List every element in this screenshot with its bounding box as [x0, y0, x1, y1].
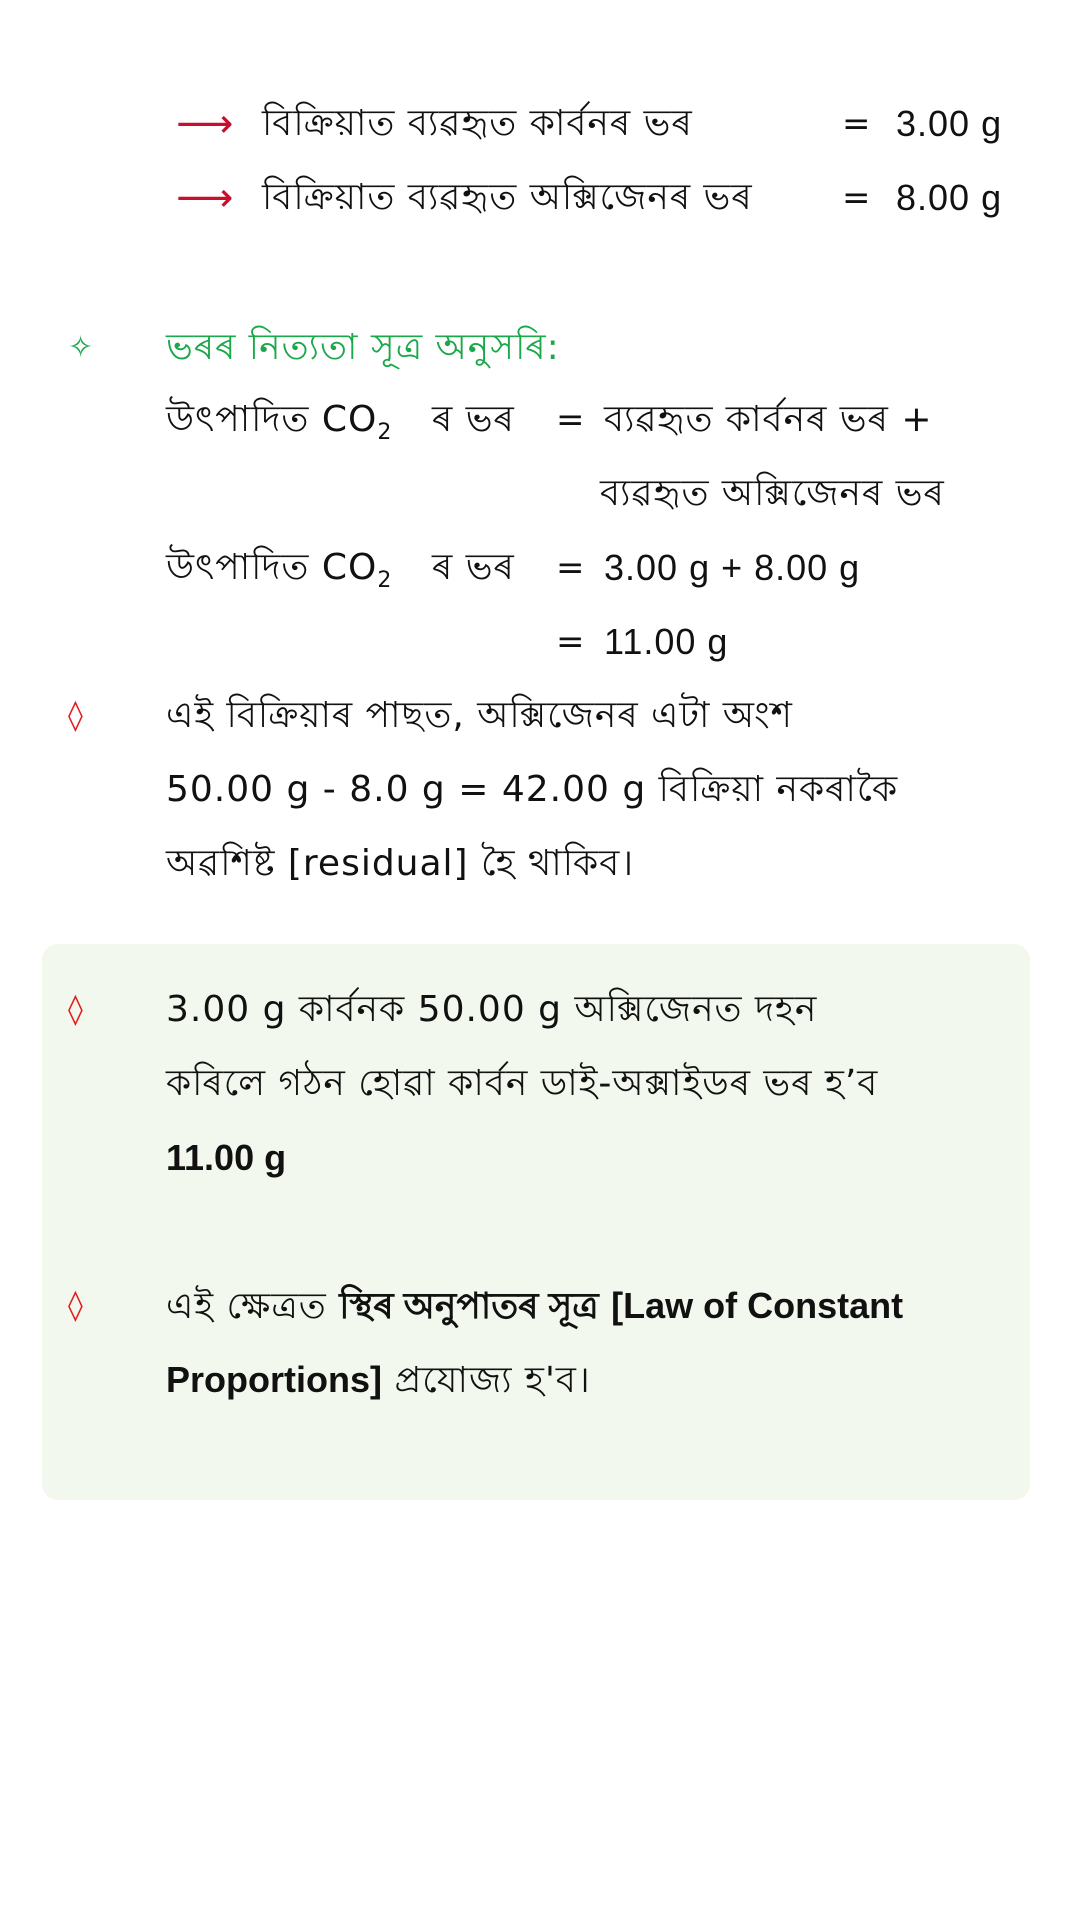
- summary-item1-line1: 3.00 g কাৰ্বনক 50.00 g অক্সিজেনত দহন: [166, 989, 818, 1030]
- step-2-value: 8.00 g: [896, 177, 1003, 218]
- law-line3-right: 3.00 g + 8.00 g: [604, 547, 861, 588]
- diamond-icon: ◊: [68, 1288, 83, 1323]
- residual-line2: 50.00 g - 8.0 g = 42.00 g বিক্ৰিয়া নকৰাকৈ: [166, 769, 899, 810]
- law-heading: ভৰৰ নিত্যতা সূত্ৰ অনুসৰি:: [166, 327, 560, 368]
- step-2-label: বিক্ৰিয়াত ব্যৱহৃত অক্সিজেনৰ ভৰ: [262, 177, 753, 218]
- summary-item1-line2: কৰিলে গঠন হোৱা কাৰ্বন ডাই-অক্সাইডৰ ভৰ হ’ব: [166, 1063, 879, 1104]
- law-name-english-end: Proportions]: [166, 1359, 382, 1400]
- law-line3-left: উৎপাদিত $CO_2$: [166, 547, 393, 593]
- arrow-icon: ⟶: [176, 101, 234, 147]
- step-2-equals: =: [842, 178, 871, 218]
- law-line4-right: 11.00 g: [604, 621, 729, 662]
- residual-line3: অৱশিষ্ট [residual] হৈ থাকিব।: [166, 843, 635, 884]
- summary-item1-result: 11.00 g: [166, 1137, 287, 1178]
- law-line3-equals: =: [556, 548, 585, 588]
- summary-item2-rest: প্ৰযোজ্য হ'ব।: [394, 1360, 591, 1401]
- residual-line1: এই বিক্ৰিয়াৰ পাছত, অক্সিজেনৰ এটা অংশ: [166, 695, 793, 736]
- law-line2-right: ব্যৱহৃত অক্সিজেনৰ ভৰ: [600, 473, 945, 514]
- step-1-equals: =: [842, 104, 871, 144]
- law-line1-equals: =: [556, 400, 585, 440]
- law-name-english: [Law of Constant: [611, 1285, 904, 1326]
- step-1-label: বিক্ৰিয়াত ব্যৱহৃত কাৰ্বনৰ ভৰ: [262, 103, 693, 144]
- arrow-icon: ⟶: [176, 175, 234, 221]
- step-1-value: 3.00 g: [896, 103, 1003, 144]
- law-line3-mid: ৰ ভৰ: [432, 547, 515, 588]
- law-line1-right: ব্যৱহৃত কাৰ্বনৰ ভৰ +: [604, 399, 933, 440]
- law-line4-equals: =: [556, 622, 585, 662]
- summary-item2-line1: [166, 1282, 903, 1331]
- law-line1-mid: ৰ ভৰ: [432, 399, 515, 440]
- star-icon: ✧: [68, 330, 94, 365]
- diamond-icon: ◊: [68, 992, 83, 1027]
- law-line1-left: উৎপাদিত $CO_2$: [166, 399, 393, 445]
- summary-item2-prefix: এই ক্ষেত্ৰত: [166, 1286, 327, 1327]
- law-name-assamese: স্থিৰ অনুপাতৰ সূত্ৰ: [339, 1285, 599, 1326]
- summary-item2-line2: [166, 1356, 591, 1405]
- diamond-icon: ◊: [68, 698, 83, 733]
